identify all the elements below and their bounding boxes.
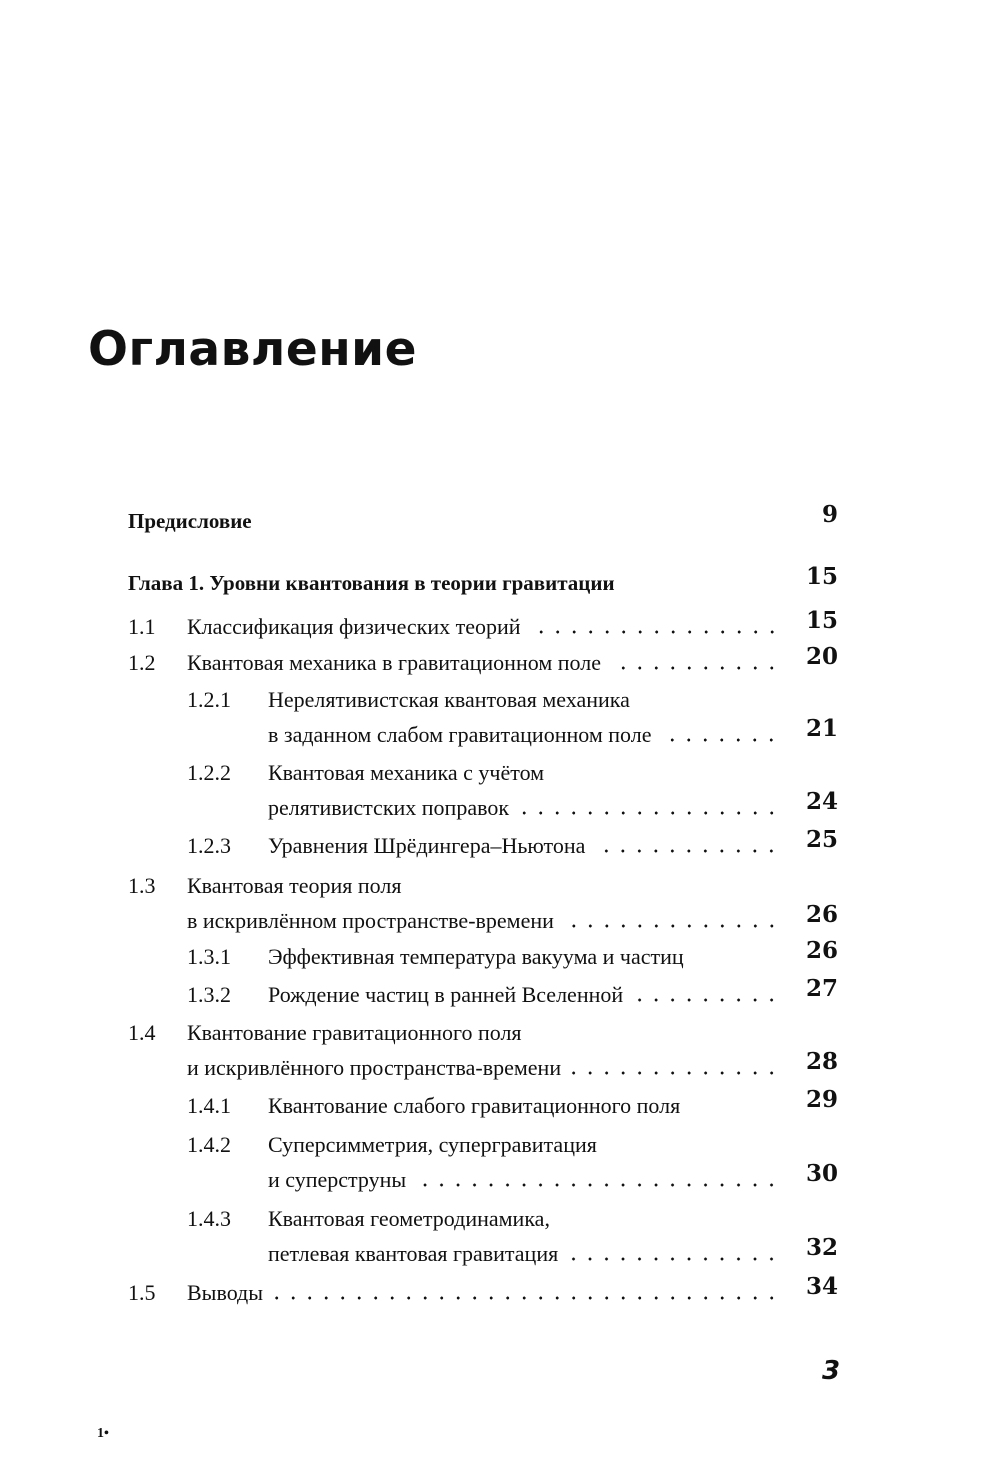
- toc-entry-title[interactable]: [187, 1053, 780, 1083]
- toc-entry-title[interactable]: [268, 1239, 780, 1269]
- toc-entry-text: Квантовая теория поля: [187, 873, 402, 898]
- toc-entry-title[interactable]: [268, 831, 780, 861]
- page-title: Оглавление: [88, 322, 417, 377]
- dot-leader: [564, 924, 780, 928]
- toc-entry-page[interactable]: 24: [805, 788, 838, 815]
- toc-entry-number: 1.3: [128, 873, 156, 898]
- dot-leader: [661, 738, 780, 742]
- toc-entry-page[interactable]: 26: [805, 901, 838, 928]
- signature-mark: 1•: [97, 1426, 109, 1441]
- dot-leader: [416, 1183, 780, 1187]
- dot-leader: [273, 1296, 780, 1300]
- toc-entry-title[interactable]: [187, 871, 401, 901]
- toc-entry-number: 1.2.2: [187, 760, 231, 785]
- toc-entry-text: Эффективная температура вакуума и частиц: [268, 944, 684, 969]
- toc-entry-title[interactable]: [268, 980, 780, 1010]
- toc-entry-title[interactable]: [187, 1278, 780, 1308]
- toc-entry-number: 1.4.1: [187, 1093, 231, 1118]
- dot-leader: [611, 666, 780, 670]
- toc-entry-title[interactable]: [268, 720, 780, 750]
- toc-entry-text: и суперструны: [268, 1167, 407, 1192]
- toc-entry-number: 1.1: [128, 614, 156, 639]
- toc-entry-number: 1.4: [128, 1020, 156, 1045]
- toc-entry-title[interactable]: [268, 685, 630, 715]
- toc-entry-page[interactable]: 25: [805, 826, 838, 853]
- toc-entry-text: Выводы: [187, 1280, 264, 1305]
- page-number: 3: [822, 1356, 841, 1386]
- dot-leader: [595, 849, 780, 853]
- toc-entry-title[interactable]: [187, 906, 780, 936]
- toc-entry-number: 1.2.1: [187, 687, 231, 712]
- toc-entry-page[interactable]: 34: [805, 1273, 838, 1300]
- toc-entry-text: Квантовая геометродинамика,: [268, 1206, 550, 1231]
- toc-entry-text: в искривлённом пространстве-времени: [187, 908, 554, 933]
- toc-entry-title[interactable]: [187, 648, 780, 678]
- toc-entry-text: Глава 1. Уровни квантования в теории гравитации: [128, 571, 615, 595]
- toc-entry-text: Суперсимметрия, супергравитация: [268, 1132, 597, 1157]
- toc-entry-number: 1.3.2: [187, 982, 231, 1007]
- toc-entry-page[interactable]: 9: [821, 501, 838, 528]
- toc-entry-title[interactable]: [268, 1091, 680, 1121]
- toc-entry-page[interactable]: 15: [805, 563, 838, 590]
- toc-entry-page[interactable]: 27: [805, 975, 838, 1002]
- toc-entry-text: Нерелятивистская квантовая механика: [268, 687, 630, 712]
- toc-entry-number: 1.4.2: [187, 1132, 231, 1157]
- toc-entry-page[interactable]: 21: [805, 715, 838, 742]
- toc-entry-page[interactable]: 28: [805, 1048, 838, 1075]
- dot-leader: [519, 811, 780, 815]
- toc-entry-title[interactable]: [187, 1018, 522, 1048]
- toc-entry-text: Квантовая механика с учётом: [268, 760, 545, 785]
- toc-entry-title[interactable]: [268, 758, 544, 788]
- toc-entry-text: Квантовая механика в гравитационном поле: [187, 650, 601, 675]
- toc-entry-title[interactable]: [268, 1165, 780, 1195]
- toc-entry-page[interactable]: 26: [805, 937, 838, 964]
- toc-entry-text: петлевая квантовая гравитация: [268, 1241, 559, 1266]
- toc-entry-page[interactable]: 29: [805, 1086, 838, 1113]
- toc-entry-text: и искривлённого пространства-времени: [187, 1055, 562, 1080]
- dot-leader: [571, 1071, 780, 1075]
- toc-entry-text: Предисловие: [128, 509, 252, 533]
- toc-entry-number: 1.2.3: [187, 833, 231, 858]
- toc-entry-text: в заданном слабом гравитационном поле: [268, 722, 652, 747]
- toc-entry-page[interactable]: 15: [805, 607, 838, 634]
- toc-entry-number: 1.5: [128, 1280, 156, 1305]
- toc-entry-text: Уравнения Шрёдингера–Ньютона: [268, 833, 586, 858]
- toc-entry-page[interactable]: 32: [805, 1234, 838, 1261]
- dot-leader: [568, 1257, 780, 1261]
- dot-leader: [633, 998, 780, 1002]
- toc-entry-title[interactable]: [268, 793, 780, 823]
- toc-entry-text: Рождение частиц в ранней Вселенной: [268, 982, 624, 1007]
- toc-entry-page[interactable]: 20: [805, 643, 838, 670]
- toc-entry-title[interactable]: [128, 568, 615, 598]
- toc-entry-text: релятивистских поправок: [268, 795, 510, 820]
- toc-entry-title[interactable]: [268, 1130, 597, 1160]
- toc-entry-text: Квантование слабого гравитационного поля: [268, 1093, 681, 1118]
- toc-entry-title[interactable]: [268, 942, 684, 972]
- toc-entry-page[interactable]: 30: [805, 1160, 838, 1187]
- toc-entry-text: Классификация физических теорий: [187, 614, 521, 639]
- toc-entry-number: 1.2: [128, 650, 156, 675]
- toc-entry-title[interactable]: [268, 1204, 550, 1234]
- toc-entry-text: Квантование гравитационного поля: [187, 1020, 522, 1045]
- toc-entry-title[interactable]: [128, 506, 252, 536]
- dot-leader: [531, 630, 780, 634]
- toc-entry-number: 1.4.3: [187, 1206, 231, 1231]
- toc-entry-number: 1.3.1: [187, 944, 231, 969]
- toc-entry-title[interactable]: [187, 612, 780, 642]
